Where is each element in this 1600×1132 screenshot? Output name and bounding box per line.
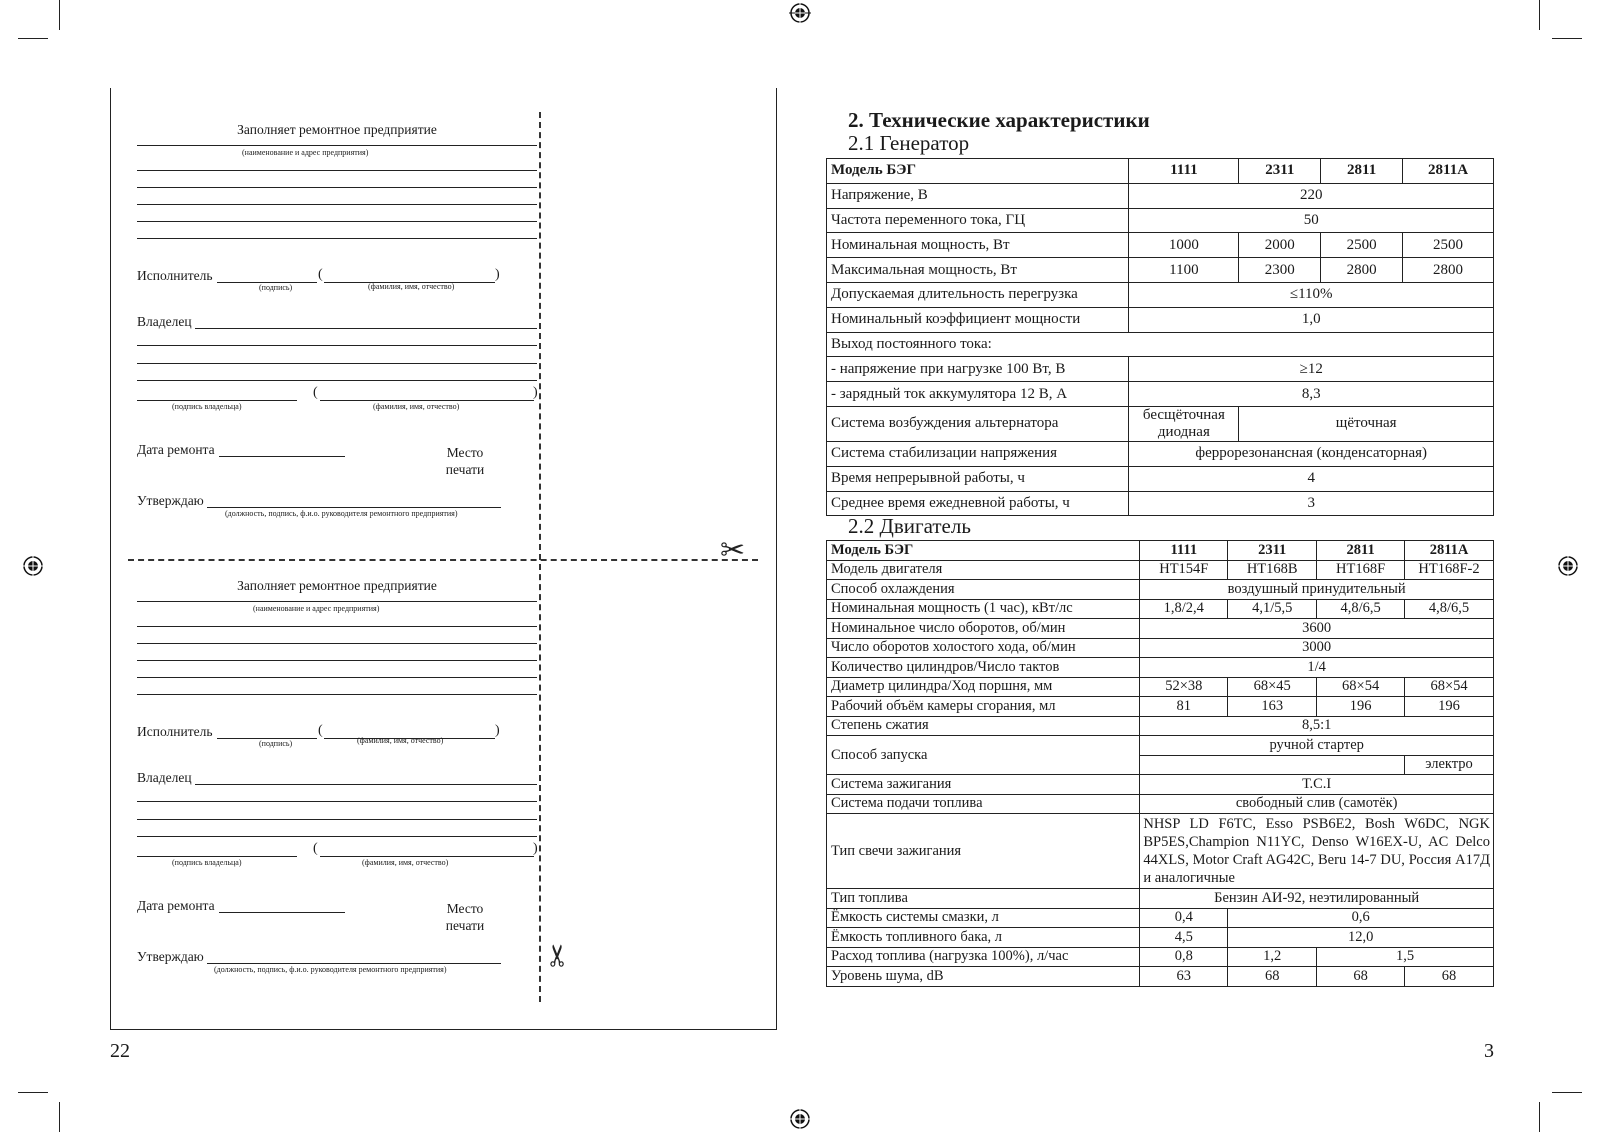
approve-label: Утверждаю xyxy=(137,493,204,508)
fill-line xyxy=(137,694,537,695)
param-label: - напряжение при нагрузке 100 Вт, В xyxy=(827,357,1129,382)
header-model-label: Модель БЭГ xyxy=(827,159,1129,184)
param-value: 68 xyxy=(1228,967,1317,987)
table-row xyxy=(827,908,1494,928)
table-row xyxy=(827,736,1494,756)
param-value: 2800 xyxy=(1403,258,1494,283)
owner-name-line xyxy=(320,400,534,401)
param-label: Напряжение, В xyxy=(827,183,1129,208)
name-hint: (фамилия, имя, отчество) xyxy=(368,282,455,291)
param-value: Бензин АИ-92, неэтилированный xyxy=(1140,889,1494,909)
section-title: 2. Технические характеристики xyxy=(848,108,1150,132)
param-value: 4,5 xyxy=(1140,928,1228,948)
param-label: Уровень шума, dB xyxy=(827,967,1140,987)
param-value: 2500 xyxy=(1403,233,1494,258)
param-value: бесщёточная диодная xyxy=(1129,406,1239,441)
param-label: Степень сжатия xyxy=(827,716,1140,736)
table-row xyxy=(827,357,1494,382)
param-value: Т.С.I xyxy=(1140,775,1494,795)
param-value: НТ168F-2 xyxy=(1405,560,1494,580)
open-paren: ( xyxy=(313,385,318,400)
registration-mark-icon xyxy=(1557,555,1579,577)
stamp-place xyxy=(435,444,495,478)
param-value: 1/4 xyxy=(1140,658,1494,678)
param-value: 3000 xyxy=(1140,638,1494,658)
table-row xyxy=(827,332,1494,357)
signature-hint: (подпись) xyxy=(259,283,293,292)
param-value: 1,2 xyxy=(1228,947,1317,967)
table-row xyxy=(827,677,1494,697)
param-value: 0,6 xyxy=(1228,908,1494,928)
param-value: 68×45 xyxy=(1228,677,1317,697)
param-value: 68 xyxy=(1317,967,1405,987)
param-label: Система возбуждения альтернатора xyxy=(827,406,1129,441)
signature-hint: (подпись) xyxy=(259,739,293,748)
param-value: 81 xyxy=(1140,697,1228,717)
param-value: 4,8/6,5 xyxy=(1405,599,1494,619)
header-model-2811: 2811 xyxy=(1317,541,1405,561)
header-model-2311: 2311 xyxy=(1228,541,1317,561)
owner-label: Владелец xyxy=(137,770,192,785)
crop-mark xyxy=(18,38,48,39)
param-value: электро xyxy=(1405,755,1494,775)
owner-name-hint: (фамилия, имя, отчество) xyxy=(373,402,460,411)
param-label: Среднее время ежедневной работы, ч xyxy=(827,491,1129,516)
table-row xyxy=(827,282,1494,307)
empty-cell xyxy=(1140,755,1405,775)
param-label: Система подачи топлива xyxy=(827,794,1140,814)
approve-hint: (должность, подпись, ф.и.о. руководителя ремонтного предприятия) xyxy=(225,509,458,518)
param-value: 4,1/5,5 xyxy=(1228,599,1317,619)
repair-date-line xyxy=(219,912,345,913)
param-label: Выход постоянного тока: xyxy=(827,332,1494,357)
param-value: 3600 xyxy=(1140,619,1494,639)
param-value: NHSP LD F6TC, Esso PSB6E2, Bosh W6DC, NGK BP5ES,Champion N11YC, Denso W16EX-U, AC Delco 44XLS, Motor Craft AG42C, Beru 14-7 DU, Россия А17Д и аналогичные xyxy=(1140,814,1494,889)
param-value: НТ154F xyxy=(1140,560,1228,580)
param-value: 68×54 xyxy=(1405,677,1494,697)
fill-line xyxy=(137,836,537,837)
approve-label: Утверждаю xyxy=(137,949,204,964)
fill-line xyxy=(137,170,537,171)
close-paren: ) xyxy=(495,267,500,282)
stamp-place xyxy=(435,900,495,934)
fill-line xyxy=(137,677,537,678)
table-row xyxy=(827,775,1494,795)
param-value: 2800 xyxy=(1321,258,1403,283)
param-value: 4 xyxy=(1129,466,1494,491)
param-label: Номинальная мощность (1 час), кВт/лс xyxy=(827,599,1140,619)
fill-line xyxy=(137,187,537,188)
param-label: - зарядный ток аккумулятора 12 В, А xyxy=(827,382,1129,407)
param-value: 50 xyxy=(1129,208,1494,233)
registration-mark-icon xyxy=(789,1108,811,1130)
param-value: ручной стартер xyxy=(1140,736,1494,756)
table-row xyxy=(827,814,1494,889)
owner-signature-hint: (подпись владельца) xyxy=(172,858,242,867)
registration-mark-icon xyxy=(789,2,811,24)
approve-line xyxy=(207,507,501,508)
org-hint: (наименование и адрес предприятия) xyxy=(242,148,369,157)
repair-date-line xyxy=(219,456,345,457)
crop-mark xyxy=(1552,1092,1582,1093)
vertical-cut-line xyxy=(539,112,541,1002)
coupon-heading: Заполняет ремонтное предприятие xyxy=(237,122,437,137)
table-row xyxy=(827,697,1494,717)
crop-mark xyxy=(1539,1102,1540,1132)
scissors-icon: ✂ xyxy=(720,533,746,568)
crop-mark xyxy=(1552,38,1582,39)
open-paren: ( xyxy=(318,723,323,738)
table-row xyxy=(827,928,1494,948)
table-row xyxy=(827,541,1494,561)
owner-name-hint: (фамилия, имя, отчество) xyxy=(362,858,449,867)
param-label: Способ запуска xyxy=(827,736,1140,775)
owner-signature-line xyxy=(137,856,297,857)
owner-label: Владелец xyxy=(137,314,192,329)
param-value: 1,8/2,4 xyxy=(1140,599,1228,619)
table-row xyxy=(827,967,1494,987)
engine-title: 2.2 Двигатель xyxy=(848,514,971,538)
table-row xyxy=(827,716,1494,736)
param-value: 1,5 xyxy=(1317,947,1494,967)
crop-mark xyxy=(59,0,60,30)
stamp-line1: Место xyxy=(446,445,484,460)
param-label: Система зажигания xyxy=(827,775,1140,795)
scissors-icon: ✂ xyxy=(541,942,576,968)
param-value: 2300 xyxy=(1239,258,1321,283)
fill-line xyxy=(137,363,537,364)
table-row xyxy=(827,466,1494,491)
table-row xyxy=(827,307,1494,332)
table-row xyxy=(827,233,1494,258)
table-row xyxy=(827,947,1494,967)
table-row xyxy=(827,183,1494,208)
header-model-label: Модель БЭГ xyxy=(827,541,1140,561)
repair-coupon xyxy=(137,576,537,986)
param-value: 3 xyxy=(1129,491,1494,516)
param-label: Способ охлаждения xyxy=(827,580,1140,600)
param-value: 1000 xyxy=(1129,233,1239,258)
stamp-line2: печати xyxy=(445,918,485,933)
approve-line xyxy=(207,963,501,964)
fill-line xyxy=(137,221,537,222)
param-label: Рабочий объём камеры сгорания, мл xyxy=(827,697,1140,717)
page-number-left: 22 xyxy=(110,1040,130,1062)
param-label: Тип свечи зажигания xyxy=(827,814,1140,889)
header-model-2311: 2311 xyxy=(1239,159,1321,184)
param-label: Ёмкость топливного бака, л xyxy=(827,928,1140,948)
coupon-heading: Заполняет ремонтное предприятие xyxy=(237,578,437,593)
param-value: свободный слив (самотёк) xyxy=(1140,794,1494,814)
param-value: ≤110% xyxy=(1129,282,1494,307)
stamp-line1: Место xyxy=(446,901,484,916)
generator-title: 2.1 Генератор xyxy=(848,131,970,155)
param-label: Диаметр цилиндра/Ход поршня, мм xyxy=(827,677,1140,697)
param-value: 163 xyxy=(1228,697,1317,717)
param-value: 196 xyxy=(1405,697,1494,717)
fill-line xyxy=(137,819,537,820)
page-number-right: 3 xyxy=(1484,1040,1494,1062)
param-value: 8,3 xyxy=(1129,382,1494,407)
table-row xyxy=(827,580,1494,600)
param-label: Модель двигателя xyxy=(827,560,1140,580)
param-label: Частота переменного тока, ГЦ xyxy=(827,208,1129,233)
header-model-1111: 1111 xyxy=(1140,541,1228,561)
engine-spec-table xyxy=(826,540,1494,987)
table-row xyxy=(827,889,1494,909)
table-row xyxy=(827,599,1494,619)
close-paren: ) xyxy=(533,385,538,400)
param-value: 196 xyxy=(1317,697,1405,717)
table-row xyxy=(827,658,1494,678)
header-model-2811: 2811 xyxy=(1321,159,1403,184)
close-paren: ) xyxy=(533,841,538,856)
repair-coupon xyxy=(137,120,537,530)
repair-date-label: Дата ремонта xyxy=(137,442,215,457)
fill-line xyxy=(137,238,537,239)
param-value: 63 xyxy=(1140,967,1228,987)
fill-line xyxy=(137,801,537,802)
param-label: Допускаемая длительность перегрузка xyxy=(827,282,1129,307)
org-hint: (наименование и адрес предприятия) xyxy=(253,604,380,613)
fill-line xyxy=(137,204,537,205)
header-model-1111: 1111 xyxy=(1129,159,1239,184)
owner-signature-line xyxy=(137,400,297,401)
table-row xyxy=(827,406,1494,441)
close-paren: ) xyxy=(495,723,500,738)
param-label: Тип топлива xyxy=(827,889,1140,909)
param-value: 52×38 xyxy=(1140,677,1228,697)
param-value: 0,8 xyxy=(1140,947,1228,967)
table-row xyxy=(827,560,1494,580)
fill-line xyxy=(137,145,537,146)
param-value: 0,4 xyxy=(1140,908,1228,928)
generator-spec-table xyxy=(826,158,1494,516)
fill-line xyxy=(137,380,537,381)
param-value: 68×54 xyxy=(1317,677,1405,697)
table-row xyxy=(827,258,1494,283)
param-value: 220 xyxy=(1129,183,1494,208)
registration-mark-icon xyxy=(22,555,44,577)
table-row xyxy=(827,638,1494,658)
param-label: Число оборотов холостого хода, об/мин xyxy=(827,638,1140,658)
param-value: 2000 xyxy=(1239,233,1321,258)
header-model-2811a: 2811А xyxy=(1403,159,1494,184)
fill-line xyxy=(137,601,537,602)
owner-signature-hint: (подпись владельца) xyxy=(172,402,242,411)
crop-mark xyxy=(1539,0,1540,30)
param-label: Ёмкость системы смазки, л xyxy=(827,908,1140,928)
param-value: щёточная xyxy=(1239,406,1494,441)
name-hint: (фамилия, имя, отчество) xyxy=(357,736,444,745)
executor-label: Исполнитель xyxy=(137,268,213,283)
param-label: Максимальная мощность, Вт xyxy=(827,258,1129,283)
param-label: Номинальная мощность, Вт xyxy=(827,233,1129,258)
approve-hint: (должность, подпись, ф.и.о. руководителя ремонтного предприятия) xyxy=(214,965,447,974)
table-row xyxy=(827,619,1494,639)
param-label: Количество цилиндров/Число тактов xyxy=(827,658,1140,678)
open-paren: ( xyxy=(318,267,323,282)
param-label: Номинальный коэффициент мощности xyxy=(827,307,1129,332)
param-value: 8,5:1 xyxy=(1140,716,1494,736)
horizontal-cut-line xyxy=(128,559,758,561)
table-row xyxy=(827,491,1494,516)
fill-line xyxy=(137,643,537,644)
param-value: ≥12 xyxy=(1129,357,1494,382)
param-value: 4,8/6,5 xyxy=(1317,599,1405,619)
param-value: воздушный принудительный xyxy=(1140,580,1494,600)
owner-line xyxy=(195,784,537,785)
header-model-2811a: 2811А xyxy=(1405,541,1494,561)
crop-mark xyxy=(18,1092,48,1093)
param-value: НТ168F xyxy=(1317,560,1405,580)
fill-line xyxy=(137,345,537,346)
table-row xyxy=(827,382,1494,407)
param-value: 68 xyxy=(1405,967,1494,987)
param-label: Время непрерывной работы, ч xyxy=(827,466,1129,491)
param-value: 2500 xyxy=(1321,233,1403,258)
owner-name-line xyxy=(320,856,534,857)
fill-line xyxy=(137,660,537,661)
crop-mark xyxy=(59,1102,60,1132)
param-label: Расход топлива (нагрузка 100%), л/час xyxy=(827,947,1140,967)
param-label: Номинальное число оборотов, об/мин xyxy=(827,619,1140,639)
executor-label: Исполнитель xyxy=(137,724,213,739)
owner-line xyxy=(195,328,537,329)
param-label: Система стабилизации напряжения xyxy=(827,441,1129,466)
param-value: феррорезонансная (конденсаторная) xyxy=(1129,441,1494,466)
param-value: НТ168В xyxy=(1228,560,1317,580)
param-value: 12,0 xyxy=(1228,928,1494,948)
table-row xyxy=(827,208,1494,233)
open-paren: ( xyxy=(313,841,318,856)
table-row xyxy=(827,794,1494,814)
fill-line xyxy=(137,626,537,627)
table-row xyxy=(827,159,1494,184)
param-value: 1100 xyxy=(1129,258,1239,283)
stamp-line2: печати xyxy=(445,462,485,477)
table-row xyxy=(827,441,1494,466)
repair-date-label: Дата ремонта xyxy=(137,898,215,913)
param-value: 1,0 xyxy=(1129,307,1494,332)
